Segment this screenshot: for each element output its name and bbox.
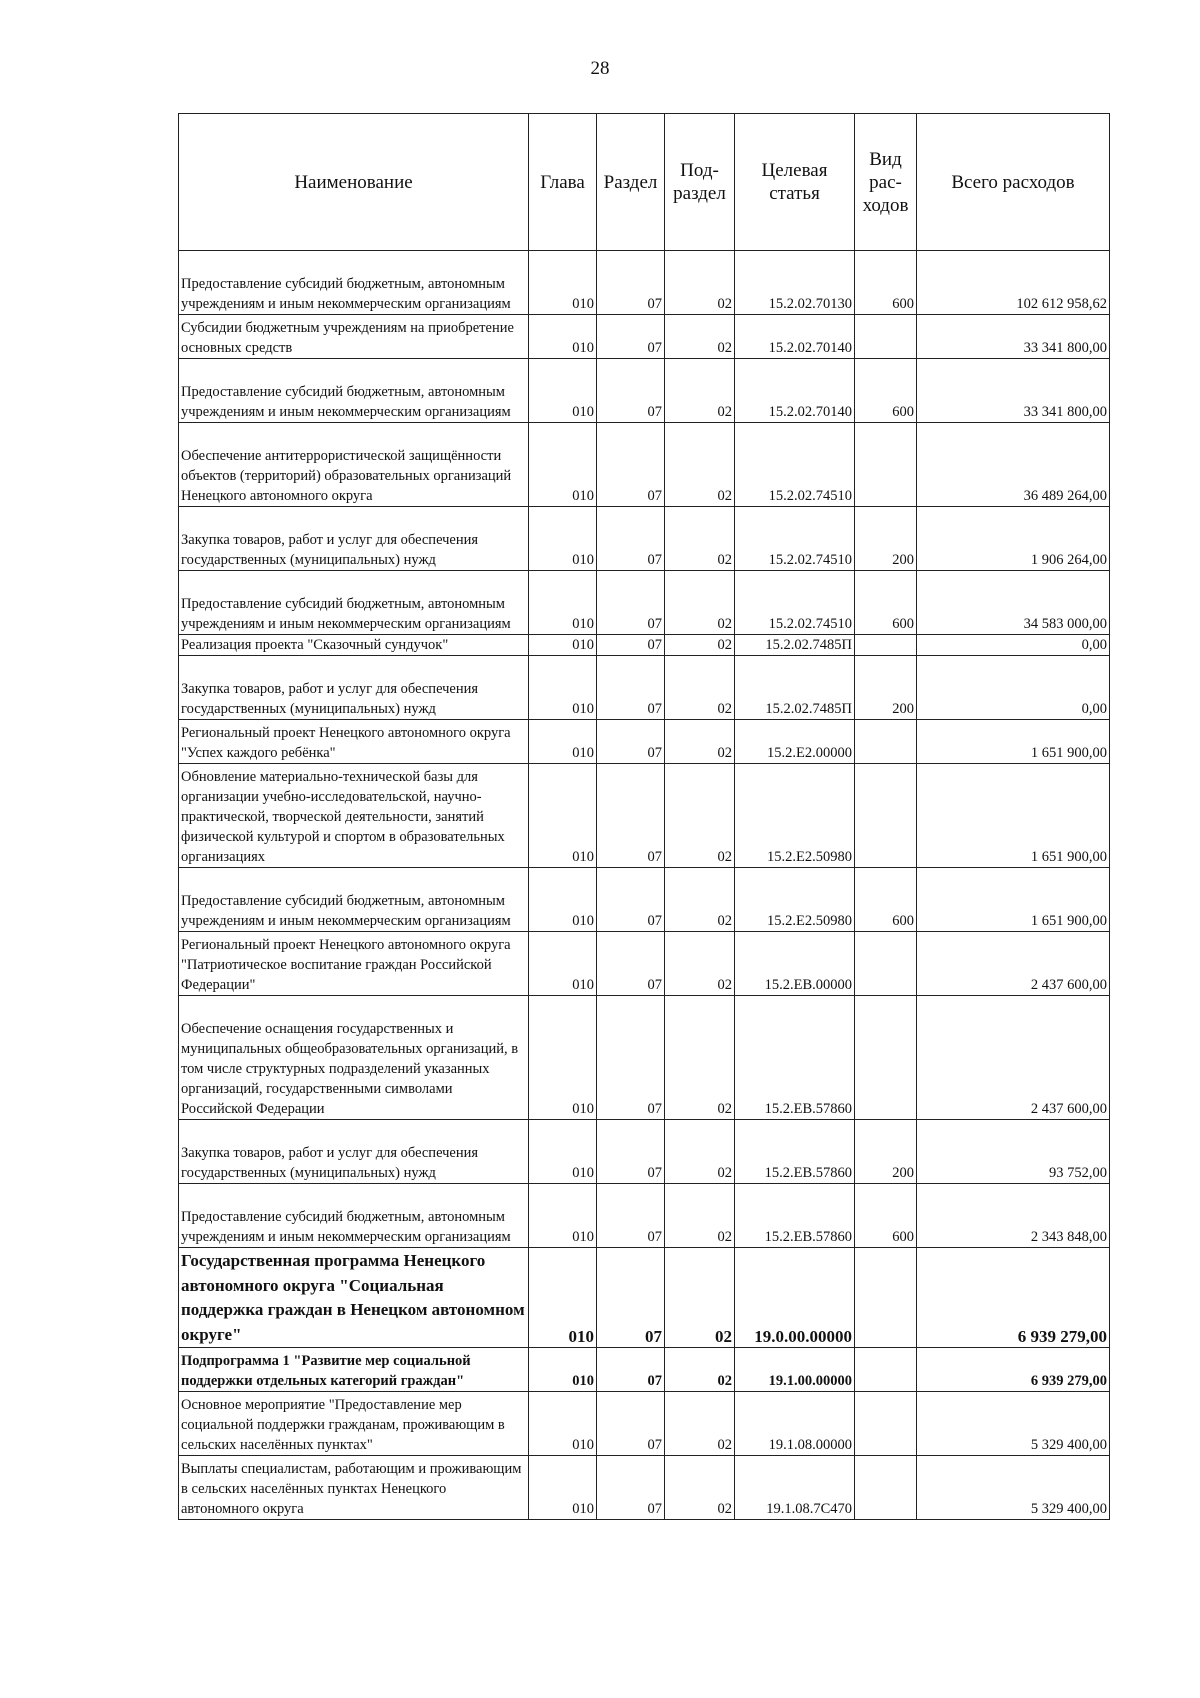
row-subsection: 02 — [665, 1184, 735, 1248]
row-subsection: 02 — [665, 720, 735, 764]
row-expense-type: 200 — [855, 507, 917, 571]
row-total: 5 329 400,00 — [917, 1392, 1110, 1456]
row-target: 19.1.08.7С470 — [735, 1456, 855, 1520]
row-total: 2 437 600,00 — [917, 996, 1110, 1120]
row-name: Реализация проекта "Сказочный сундучок" — [179, 635, 529, 656]
row-target: 15.2.Е2.50980 — [735, 868, 855, 932]
row-subsection: 02 — [665, 868, 735, 932]
row-section: 07 — [597, 571, 665, 635]
header-type-line2: рас- — [869, 171, 902, 193]
row-total: 34 583 000,00 — [917, 571, 1110, 635]
row-expense-type: 600 — [855, 868, 917, 932]
table-row — [179, 507, 1110, 571]
row-subsection: 02 — [665, 1456, 735, 1520]
row-total: 33 341 800,00 — [917, 359, 1110, 423]
row-section: 07 — [597, 359, 665, 423]
row-subsection: 02 — [665, 1120, 735, 1184]
header-target-line2: статья — [769, 183, 820, 204]
row-chapter: 010 — [529, 1348, 597, 1392]
table-row — [179, 656, 1110, 720]
row-expense-type — [855, 315, 917, 359]
row-expense-type: 600 — [855, 251, 917, 315]
budget-table — [178, 113, 1110, 1520]
row-section: 07 — [597, 932, 665, 996]
row-subsection: 02 — [665, 251, 735, 315]
row-name: Закупка товаров, работ и услуг для обеспечения государственных (муниципальных) нужд — [179, 656, 529, 720]
table-row — [179, 764, 1110, 868]
row-chapter: 010 — [529, 571, 597, 635]
row-chapter: 010 — [529, 868, 597, 932]
row-total: 2 437 600,00 — [917, 932, 1110, 996]
row-target: 19.1.08.00000 — [735, 1392, 855, 1456]
row-target: 15.2.02.70140 — [735, 315, 855, 359]
row-section: 07 — [597, 507, 665, 571]
row-expense-type: 600 — [855, 1184, 917, 1248]
row-target: 19.0.00.00000 — [735, 1248, 855, 1348]
row-name: Предоставление субсидий бюджетным, автономным учреждениям и иным некоммерческим организациям — [179, 251, 529, 315]
row-total: 33 341 800,00 — [917, 315, 1110, 359]
table-row — [179, 720, 1110, 764]
row-subsection: 02 — [665, 423, 735, 507]
row-name: Предоставление субсидий бюджетным, автономным учреждениям и иным некоммерческим организациям — [179, 868, 529, 932]
row-section: 07 — [597, 1348, 665, 1392]
header-type-line3: ходов — [862, 194, 909, 216]
row-subsection: 02 — [665, 635, 735, 656]
row-name: Региональный проект Ненецкого автономного округа "Успех каждого ребёнка" — [179, 720, 529, 764]
row-chapter: 010 — [529, 932, 597, 996]
table-row — [179, 1248, 1110, 1348]
row-name: Подпрограмма 1 "Развитие мер социальной поддержки отдельных категорий граждан" — [179, 1348, 529, 1392]
row-expense-type — [855, 1248, 917, 1348]
row-target: 15.2.02.7485П — [735, 635, 855, 656]
row-name: Выплаты специалистам, работающим и проживающим в сельских населённых пунктах Ненецкого автономного округа — [179, 1456, 529, 1520]
table-row — [179, 1456, 1110, 1520]
row-name: Региональный проект Ненецкого автономного округа "Патриотическое воспитание граждан Российской Федерации" — [179, 932, 529, 996]
row-total: 1 651 900,00 — [917, 764, 1110, 868]
row-name: Основное мероприятие "Предоставление мер социальной поддержки гражданам, проживающим в сельских населённых пунктах" — [179, 1392, 529, 1456]
row-subsection: 02 — [665, 507, 735, 571]
row-target: 15.2.ЕВ.57860 — [735, 996, 855, 1120]
row-section: 07 — [597, 720, 665, 764]
row-total: 93 752,00 — [917, 1120, 1110, 1184]
row-total: 2 343 848,00 — [917, 1184, 1110, 1248]
row-name: Предоставление субсидий бюджетным, автономным учреждениям и иным некоммерческим организациям — [179, 359, 529, 423]
table-row — [179, 359, 1110, 423]
row-subsection: 02 — [665, 1248, 735, 1348]
row-name: Обновление материально-технической базы для организации учебно-исследовательской, научно-практической, творческой деятельности, занятий физической культурой и спортом в образовательных организациях — [179, 764, 529, 868]
row-expense-type: 600 — [855, 571, 917, 635]
row-target: 15.2.ЕВ.57860 — [735, 1120, 855, 1184]
row-section: 07 — [597, 656, 665, 720]
row-expense-type: 200 — [855, 1120, 917, 1184]
row-total: 36 489 264,00 — [917, 423, 1110, 507]
table-row — [179, 1184, 1110, 1248]
row-total: 5 329 400,00 — [917, 1456, 1110, 1520]
table-row — [179, 1120, 1110, 1184]
row-chapter: 010 — [529, 1248, 597, 1348]
row-expense-type: 200 — [855, 656, 917, 720]
header-section: Раздел — [597, 114, 665, 251]
row-target: 15.2.Е2.50980 — [735, 764, 855, 868]
row-chapter: 010 — [529, 251, 597, 315]
row-expense-type — [855, 1456, 917, 1520]
row-expense-type — [855, 932, 917, 996]
row-section: 07 — [597, 996, 665, 1120]
row-chapter: 010 — [529, 1120, 597, 1184]
row-total: 1 651 900,00 — [917, 720, 1110, 764]
row-subsection: 02 — [665, 359, 735, 423]
row-target: 15.2.02.7485П — [735, 656, 855, 720]
row-section: 07 — [597, 868, 665, 932]
row-name: Субсидии бюджетным учреждениям на приобретение основных средств — [179, 315, 529, 359]
row-section: 07 — [597, 1456, 665, 1520]
row-subsection: 02 — [665, 764, 735, 868]
row-chapter: 010 — [529, 423, 597, 507]
row-chapter: 010 — [529, 1392, 597, 1456]
row-total: 6 939 279,00 — [917, 1248, 1110, 1348]
row-name: Предоставление субсидий бюджетным, автономным учреждениям и иным некоммерческим организациям — [179, 571, 529, 635]
header-subsection-line1: Под- — [680, 160, 719, 181]
row-section: 07 — [597, 1248, 665, 1348]
row-subsection: 02 — [665, 1392, 735, 1456]
row-section: 07 — [597, 423, 665, 507]
table-row — [179, 635, 1110, 656]
table-row — [179, 932, 1110, 996]
row-name: Закупка товаров, работ и услуг для обеспечения государственных (муниципальных) нужд — [179, 507, 529, 571]
row-expense-type — [855, 1348, 917, 1392]
row-target: 15.2.ЕВ.00000 — [735, 932, 855, 996]
header-total: Всего расходов — [917, 114, 1110, 251]
row-target: 15.2.ЕВ.57860 — [735, 1184, 855, 1248]
row-chapter: 010 — [529, 656, 597, 720]
row-subsection: 02 — [665, 996, 735, 1120]
table-header-row — [179, 114, 1110, 251]
table-row — [179, 1348, 1110, 1392]
row-name: Закупка товаров, работ и услуг для обеспечения государственных (муниципальных) нужд — [179, 1120, 529, 1184]
row-expense-type — [855, 635, 917, 656]
table-row — [179, 251, 1110, 315]
row-subsection: 02 — [665, 1348, 735, 1392]
row-name: Государственная программа Ненецкого автономного округа "Социальная поддержка граждан в Ненецком автономном округе" — [179, 1248, 529, 1348]
table-row — [179, 315, 1110, 359]
row-target: 19.1.00.00000 — [735, 1348, 855, 1392]
row-chapter: 010 — [529, 764, 597, 868]
row-chapter: 010 — [529, 1456, 597, 1520]
row-chapter: 010 — [529, 720, 597, 764]
row-target: 15.2.02.74510 — [735, 571, 855, 635]
row-expense-type — [855, 764, 917, 868]
row-section: 07 — [597, 1392, 665, 1456]
row-section: 07 — [597, 1120, 665, 1184]
row-total: 6 939 279,00 — [917, 1348, 1110, 1392]
row-name: Предоставление субсидий бюджетным, автономным учреждениям и иным некоммерческим организациям — [179, 1184, 529, 1248]
header-name: Наименование — [179, 114, 529, 251]
header-expense-type — [855, 114, 917, 251]
row-total: 102 612 958,62 — [917, 251, 1110, 315]
row-expense-type — [855, 720, 917, 764]
table-row — [179, 423, 1110, 507]
table-row — [179, 868, 1110, 932]
row-total: 1 651 900,00 — [917, 868, 1110, 932]
row-section: 07 — [597, 315, 665, 359]
row-name: Обеспечение оснащения государственных и муниципальных общеобразовательных организаций, в том числе структурных подразделений указанных организаций, государственными символами Российской Федерации — [179, 996, 529, 1120]
row-expense-type — [855, 1392, 917, 1456]
row-section: 07 — [597, 635, 665, 656]
row-subsection: 02 — [665, 315, 735, 359]
row-chapter: 010 — [529, 359, 597, 423]
header-subsection — [665, 114, 735, 251]
row-target: 15.2.Е2.00000 — [735, 720, 855, 764]
row-total: 0,00 — [917, 656, 1110, 720]
row-section: 07 — [597, 251, 665, 315]
row-target: 15.2.02.70130 — [735, 251, 855, 315]
row-section: 07 — [597, 764, 665, 868]
row-chapter: 010 — [529, 635, 597, 656]
row-subsection: 02 — [665, 571, 735, 635]
row-chapter: 010 — [529, 1184, 597, 1248]
row-chapter: 010 — [529, 315, 597, 359]
header-subsection-line2: раздел — [673, 183, 726, 204]
page-number: 28 — [590, 58, 610, 79]
row-chapter: 010 — [529, 996, 597, 1120]
header-chapter: Глава — [529, 114, 597, 251]
table-row — [179, 571, 1110, 635]
row-subsection: 02 — [665, 656, 735, 720]
row-target: 15.2.02.70140 — [735, 359, 855, 423]
row-total: 1 906 264,00 — [917, 507, 1110, 571]
row-subsection: 02 — [665, 932, 735, 996]
row-target: 15.2.02.74510 — [735, 507, 855, 571]
row-expense-type — [855, 423, 917, 507]
row-expense-type — [855, 996, 917, 1120]
header-type-line1: Вид — [869, 148, 902, 170]
row-name: Обеспечение антитеррористической защищённости объектов (территорий) образовательных организаций Ненецкого автономного округа — [179, 423, 529, 507]
row-target: 15.2.02.74510 — [735, 423, 855, 507]
header-target — [735, 114, 855, 251]
table-row — [179, 1392, 1110, 1456]
table-row — [179, 996, 1110, 1120]
row-total: 0,00 — [917, 635, 1110, 656]
row-expense-type: 600 — [855, 359, 917, 423]
row-chapter: 010 — [529, 507, 597, 571]
row-section: 07 — [597, 1184, 665, 1248]
header-target-line1: Целевая — [761, 160, 828, 181]
